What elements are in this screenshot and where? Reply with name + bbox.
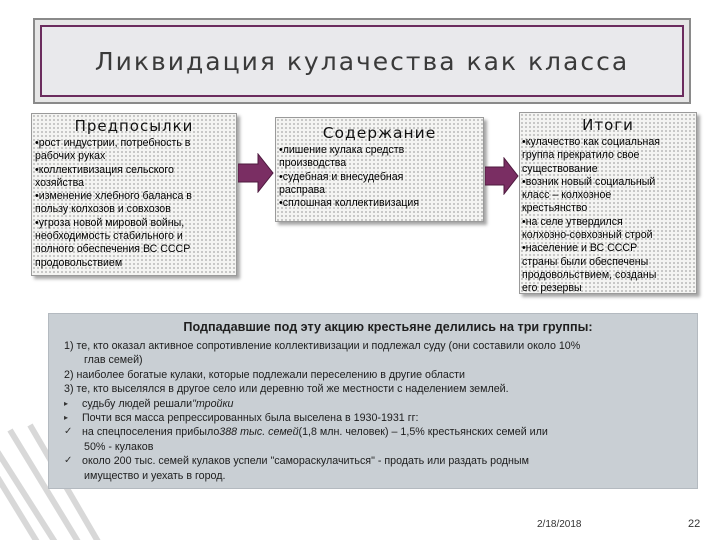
title-frame xyxy=(33,18,691,104)
groups-list xyxy=(64,339,580,483)
triangle-bullet-icon: ▸ xyxy=(64,398,69,408)
prerequisites-line: хозяйства xyxy=(35,176,85,189)
results-line: его резервы xyxy=(522,282,582,295)
results-line: колхозно-совхозный строй xyxy=(522,229,653,242)
groups-panel xyxy=(48,313,698,489)
check-item: ✓ около 200 тыс. семей кулаков успели "самораскулачиться" - продать или раздать родным xyxy=(64,455,529,468)
results-line: •население и ВС СССР xyxy=(522,242,638,255)
prerequisites-line: •изменение хлебного баланса в xyxy=(35,190,192,203)
prerequisites-line: необходимость стабильного и xyxy=(35,230,183,243)
results-line: класс – колхозное xyxy=(522,189,612,202)
group-item-1: 1) те, кто оказал активное сопротивление коллективизации и подлежал суду (они составили около 10% xyxy=(64,340,581,352)
results-list xyxy=(520,134,696,296)
triangle-bullet-icon: ▸ xyxy=(64,413,69,423)
prerequisites-line: •рост индустрии, потребность в xyxy=(35,137,191,149)
group-item-1-cont: глав семей) xyxy=(84,354,143,367)
arrow-right-icon xyxy=(485,157,519,195)
results-line: страны были обеспечены xyxy=(522,255,649,268)
prerequisites-box xyxy=(31,113,237,276)
content-line: •лишение кулака средств xyxy=(279,144,405,156)
results-line: •на селе утвердился xyxy=(522,215,623,228)
prerequisites-line: продовольствием xyxy=(35,256,123,269)
checkmark-icon: ✓ xyxy=(64,455,73,467)
content-heading: Содержание xyxy=(322,124,437,142)
arrow-right-icon xyxy=(238,153,274,193)
page-title: Ликвидация кулачества как класса xyxy=(94,46,630,76)
results-box xyxy=(519,112,697,294)
results-line: •кулачество как социальная xyxy=(522,136,660,148)
group-item-3: 3) те, кто выселялся в другое село или деревню той же местности с наделением землей. xyxy=(64,383,509,396)
prerequisites-heading: Предпосылки xyxy=(74,117,194,135)
results-line: продовольствием, созданы xyxy=(522,268,657,281)
results-line: •возник новый социальный xyxy=(522,175,656,188)
content-line: •сплошная коллективизация xyxy=(279,197,420,210)
content-line: расправа xyxy=(279,183,326,196)
prerequisites-list xyxy=(32,135,236,270)
check-item-cont: имущество и уехать в город. xyxy=(84,469,226,482)
prerequisites-line: полного обеспечения ВС СССР xyxy=(35,243,191,256)
slide-date: 2/18/2018 xyxy=(537,519,582,530)
groups-heading: Подпадавшие под эту акцию крестьяне делились на три группы: xyxy=(183,320,593,334)
check-item-cont: 50% - кулаков xyxy=(84,440,154,453)
checkmark-icon: ✓ xyxy=(64,426,73,438)
prerequisites-line: •угроза новой мировой войны, xyxy=(35,216,185,229)
prerequisites-line: рабочих руках xyxy=(35,150,106,163)
results-heading: Итоги xyxy=(582,116,634,134)
results-line: существование xyxy=(522,162,598,175)
title-inner-frame xyxy=(40,25,684,97)
slide-number: 22 xyxy=(688,518,701,530)
content-list xyxy=(276,142,483,210)
content-line: производства xyxy=(279,157,347,170)
content-line: •судебная и внесудебная xyxy=(279,170,404,183)
check-item: ✓ на спецпоселения прибыло 388 тыс. семей (1,8 млн. человек) – 1,5% крестьянских семей или xyxy=(64,426,548,439)
group-item-2: 2) наиболее богатые кулаки, которые подлежали переселению в другие области xyxy=(64,368,466,381)
bullet-item: ▸ Почти вся масса репрессированных была выселена в 1930-1931 гг: xyxy=(64,412,419,425)
results-line: группа прекратило свое xyxy=(522,149,640,162)
results-line: крестьянство xyxy=(522,202,588,215)
prerequisites-line: •коллективизация сельского xyxy=(35,163,174,176)
content-box xyxy=(275,117,484,222)
bullet-item: ▸ судьбу людей решали "тройки xyxy=(64,397,234,410)
prerequisites-line: пользу колхозов и совхозов xyxy=(35,203,171,216)
